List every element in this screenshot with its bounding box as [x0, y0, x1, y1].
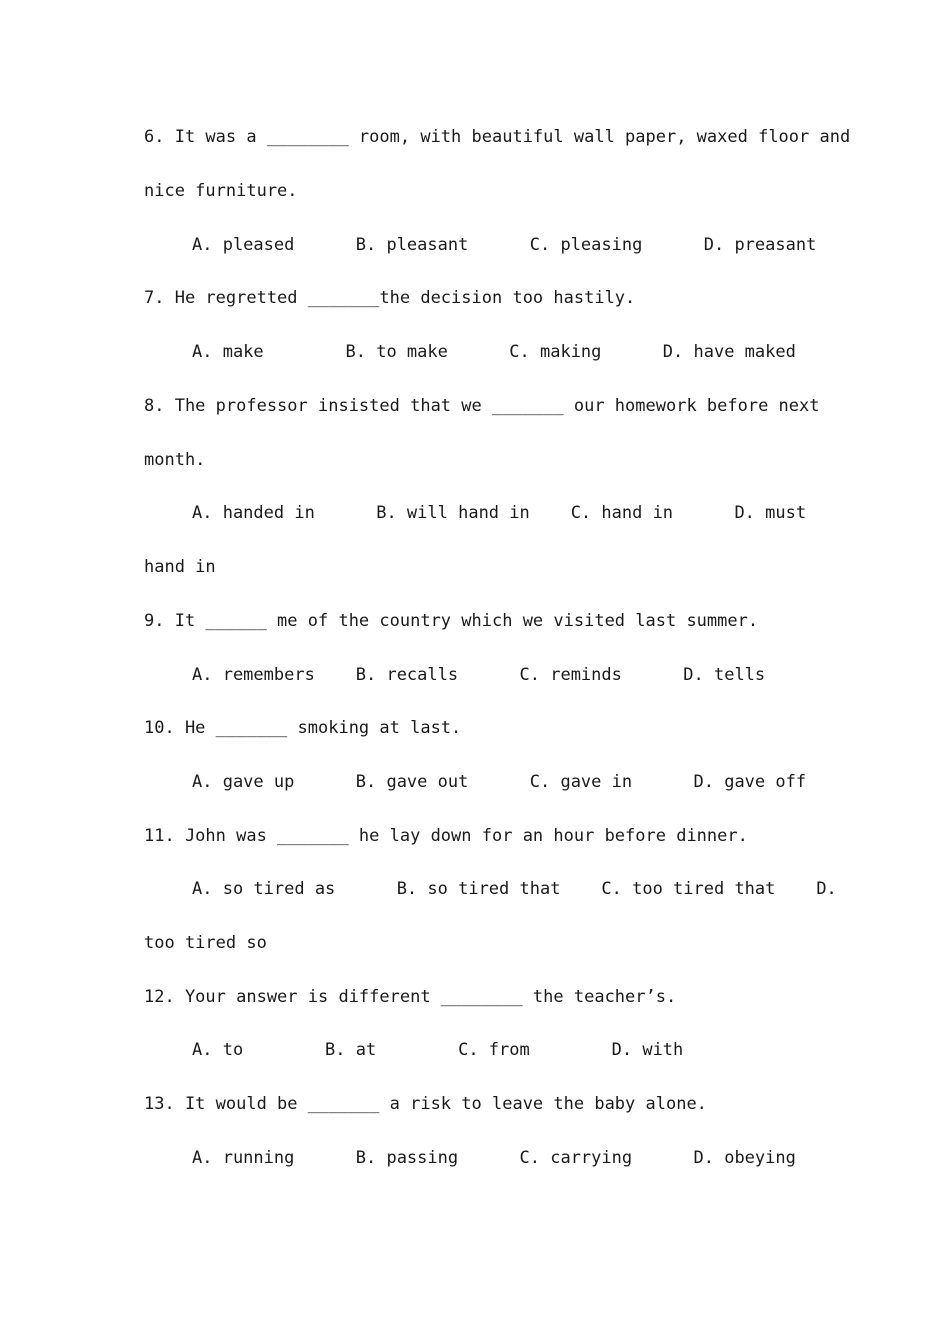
question-stem: 10. He _______ smoking at last. [144, 718, 462, 738]
question-stem: 8. The professor insisted that we _______ our homework before next [144, 396, 820, 416]
question-stem: 6. It was a ________ room, with beautiful wall paper, waxed floor and [144, 127, 851, 147]
answer-options: A. handed in B. will hand in C. hand in D. must [192, 503, 807, 523]
answer-options: A. so tired as B. so tired that C. too tired that D. [192, 879, 837, 899]
answer-options: A. remembers B. recalls C. reminds D. tells [192, 665, 766, 685]
answer-options: A. pleased B. pleasant C. pleasing D. preasant [192, 235, 817, 255]
question-stem: 11. John was _______ he lay down for an hour before dinner. [144, 826, 748, 846]
answer-options: A. make B. to make C. making D. have maked [192, 342, 796, 362]
question-stem: 9. It ______ me of the country which we visited last summer. [144, 611, 759, 631]
answer-options: A. running B. passing C. carrying D. obeying [192, 1148, 796, 1168]
answer-options: A. gave up B. gave out C. gave in D. gave off [192, 772, 807, 792]
answer-options-continuation: too tired so [144, 933, 267, 953]
question-stem-continuation: nice furniture. [144, 181, 298, 201]
question-stem: 13. It would be _______ a risk to leave the baby alone. [144, 1094, 707, 1114]
question-stem: 7. He regretted _______the decision too hastily. [144, 288, 636, 308]
answer-options-continuation: hand in [144, 557, 216, 577]
answer-options: A. to B. at C. from D. with [192, 1040, 684, 1060]
question-stem-continuation: month. [144, 450, 206, 470]
question-stem: 12. Your answer is different ________ the teacher’s. [144, 987, 677, 1007]
